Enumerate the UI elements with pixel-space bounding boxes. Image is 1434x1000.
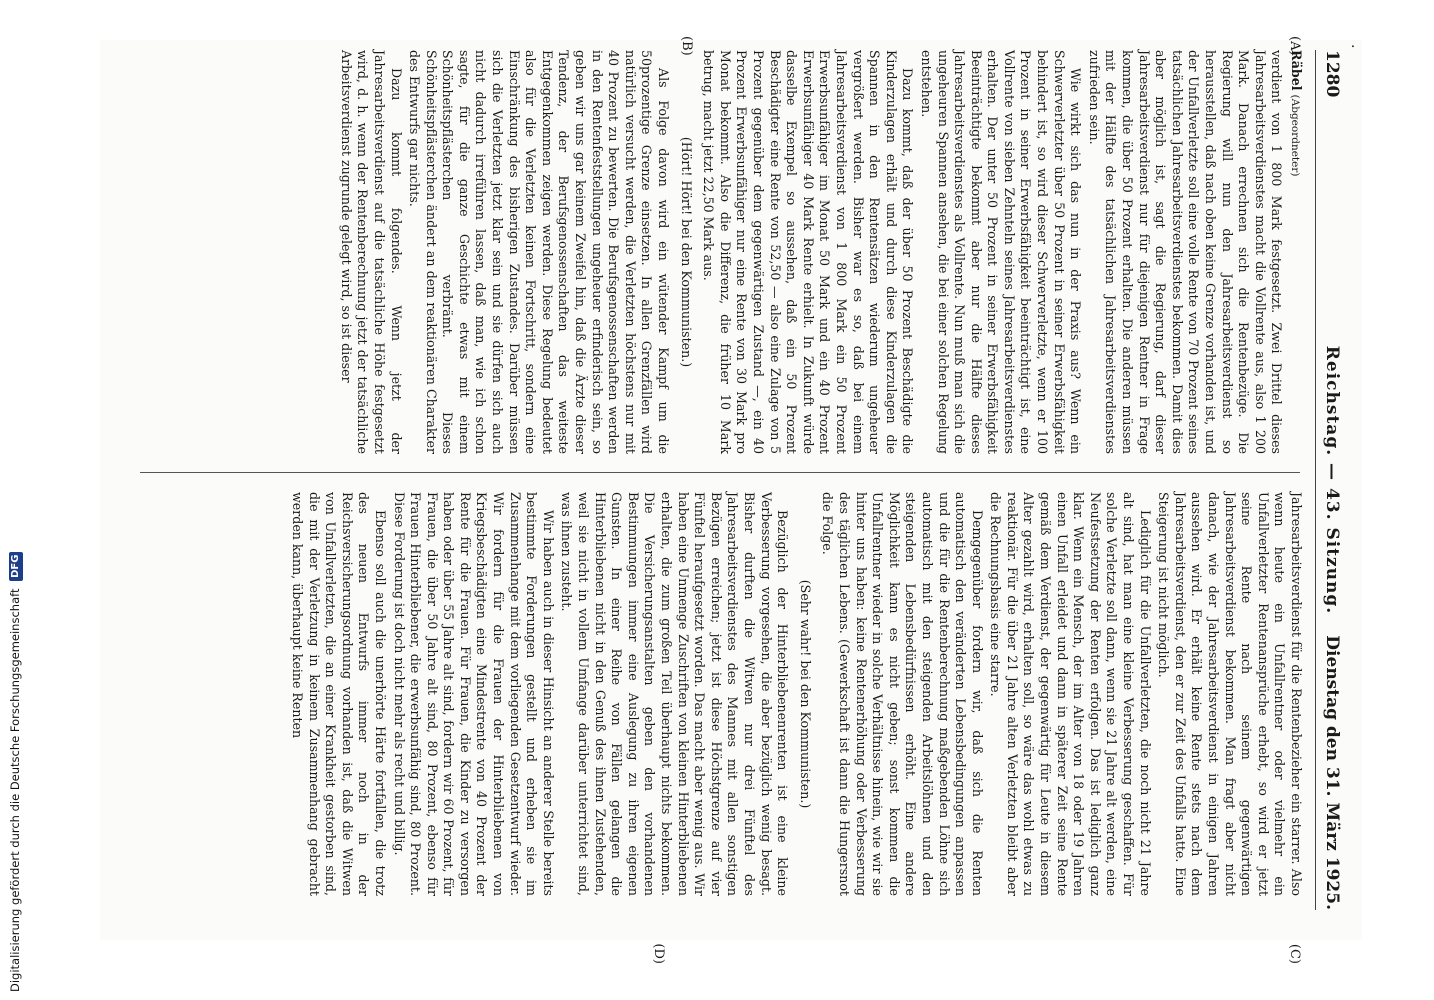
paragraph: Ebenso soll auch die unerhörte Härte fortfallen, die trotz des neuen Entwurfs immer noch in der Reichsversicherungsordnung vorhanden ist, daß die Witwen von Unfallverletzten, die an einer Krankheit gestorben sind, die mit der Verletzung in keinem Zusammenhang gebracht werden kann, überhaupt keine Renten bbox=[289, 492, 388, 896]
page-header bbox=[1315, 50, 1344, 910]
session-date: Dienstag den 31. März 1925. bbox=[1322, 635, 1342, 910]
column-divider bbox=[140, 472, 1300, 473]
credit-text: Digitalisierung gefördert durch die Deutsche Forschungsgemeinschaft bbox=[8, 588, 22, 992]
page-content bbox=[100, 36, 1362, 964]
paragraph: Jahresarbeitsverdienst für die Rentenbezieher ein starrer. Also wenn heute ein Unfallrentner oder vielmehr ein Unfallverletzter Rentenansprüche erhebt, so wird er jetzt seine Rente nach seinem gegenwärtigen Jahresarbeitsverdienst bekommen. Man fragt aber nicht danach, wie der Jahresarbeitsverdienst in einigen Jahren aussehen wird. Er erhält keine Rente stets nach dem Jahresarbeitsverdienst, den er zur Zeit des Unfalls hatte. Eine Steigerung ist nicht möglich. bbox=[1156, 492, 1304, 896]
margin-letter-b: (B) bbox=[679, 36, 694, 56]
paragraph: Als Folge davon wird ein wütender Kampf um die 50prozentige Grenze einsetzen. In allen Grenzfällen wird natürlich versucht werden, die Verletzten höchstens nur mit 40 Prozent zu bewerten. Die Berufsgenossenschaften werden in den Rentenfeststellungen ungeheuer erfinderisch sein, so geben wir uns gar keinem Zweifel hin, daß die Ärzte dieser Tendenz, der Berufsgenossenschaften das weiteste Entgegenkommen zeigen werden. Diese Regelung bedeutet also für die Verletzten keinen Fortschritt, sondern eine Einschränkung des bisherigen Zustandes. Darüber müssen sich die Verletzten jetzt klar sein und sie dürfen sich auch nicht dadurch irreführen lassen, daß man, wie ich schon sagte, für die ganze Geschichte etwas mit einem Schönheitspflästerchen verbrämt. Dieses Schönheitspflästerchen ändert an dem reaktionären Charakter des Entwurfs gar nichts. bbox=[407, 50, 672, 454]
margin-letter-a: (A) bbox=[1287, 36, 1302, 56]
margin-letter-d: (D) bbox=[651, 943, 666, 964]
scan-dot: · bbox=[1344, 44, 1360, 49]
paragraph: Lediglich für die Unfallverletzten, die noch nicht 21 Jahre alt sind, hat man eine kleine Verbesserung geschaffen. Für solche Verletzte soll dann, wenn sie 21 Jahre alt werden, eine Neufestsetzung der Renten erfolgen. Das ist lediglich ganz klar. Wenn ein Mensch, der im Alter von 18 oder 19 Jahren einen Unfall erleidet und dann in späterer Zeit seine Rente gemäß dem Verdienst, der gegenwärtig für Leute in diesem Alter gezahlt wird, erhalten soll, so wäre das wohl etwas zu reaktionär. Für die über 21 Jahre alten Verletzten bleibt aber die Rechnungsbasis eine starre. bbox=[988, 492, 1153, 896]
paragraph: Bezüglich der Hinterbliebenenrenten ist eine kleine Verbesserung vorgesehen, die aber bezüglich wenig besagt. Bisher durften die Witwen nur drei Fünftel des Jahresarbeitsverdienstes des Mannes mit allen sonstigen Bezügen erreichen; jetzt ist diese Höchstgrenze auf vier Fünftel heraufgesetzt worden. Das macht aber wenig aus. Wir haben eine Unmenge Zuschriften von kleinen Hinterbliebenen erhalten, die zum großen Teil überhaupt nichts bekommen. Die Versicherungsanstalten geben den vorhandenen Bestimmungen immer eine Auslegung zu ihren eigenen Gunsten. In einer Reihe von Fällen gelangen die Hinterbliebenen nicht in den Genuß des ihnen Zustehenden, weil sie nicht in vollem Umfange darüber unterrichtet sind, was ihnen zusteht. bbox=[559, 492, 791, 896]
paragraph: Demgegenüber fordern wir, daß sich die Renten automatisch den veränderten Lebensbedingungen anpassen und die für die Rentenberechnung maßgebenden Löhne sich automatisch mit den steigenden Arbeitslöhnen und den steigenden Lebensbedürfnissen erhöht. Eine andere Möglichkeit kann es nicht geben; sonst kommen die Unfallrentner wieder in solche Verhältnisse hinein, wie wir sie hinter uns haben: keine Rentenerhöhung oder Verbesserung des täglichen Lebens. (Gewerkschaft ist dann die Hungersnot die Folge. bbox=[820, 492, 985, 896]
session-title: Reichstag. — 43. Sitzung. bbox=[1322, 345, 1342, 615]
paragraph: Dazu kommt folgendes. Wenn jetzt der Jahresarbeitsverdienst auf die tatsächliche Höhe festgesetzt wird, d. h. wenn der Rentenberechnung jetzt der tatsächliche Arbeitsverdienst zugrunde gelegt wird, so ist dieser bbox=[338, 50, 404, 454]
paragraph: Wie wirkt sich das nun in der Praxis aus? Wenn ein Schwerverletzter über 50 Prozent in seiner Erwerbsfähigkeit behindert ist, so wird dieser Schwerverletzte, wenn er 100 Prozent in seiner Erwerbsfähigkeit beeinträchtigt ist, eine Vollrente von sieben Zehnteln seines Jahresarbeitsverdienstes erhalten. Der unter 50 Prozent in seiner Erwerbsfähigkeit Beeinträchtigte bekommt aber nur die Hälfte dieses Jahresarbeitsverdienstes als Vollrente. Nun muß man sich die ungeheuren Spannen ansehen, die bei einer solchen Regelung entstehen. bbox=[918, 50, 1084, 454]
margin-letter-c: (C) bbox=[1287, 943, 1302, 964]
interjection: (Hört! Hört! bei den Kommunisten.) bbox=[678, 136, 694, 368]
paragraph: Dazu kommt, daß der über 50 Prozent Beschädigte die Kinderzulagen erhält und durch diese Kinderzulagen die Spannen in den Rentensätzen wiederum ungeheuer vergrößert werden. Bisher war es so, daß bei einem Jahresarbeitsverdienst von 1 800 Mark ein 50 Prozent Erwerbsunfähiger im Monat 50 Mark und ein 40 Prozent Erwerbsunfähiger 40 Mark Rente erhielt. In Zukunft würde dasselbe Exempel so aussehen, daß ein 50 Prozent Beschädigter eine Rente von 52,50 — also eine Zulage von 5 Prozent gegenüber dem gegenwärtigen Zustand —, ein 40 Prozent Erwerbsunfähiger nur eine Rente von 30 Mark pro Monat bekommt. Also die Differenz, die früher 10 Mark betrug, macht jetzt 22,50 Mark aus. bbox=[701, 50, 916, 454]
digitization-credit bbox=[0, 0, 30, 1000]
page-number: 1280 bbox=[1322, 50, 1342, 98]
speaker-name: Räbel bbox=[1289, 50, 1304, 91]
scanned-page bbox=[100, 36, 1362, 964]
speaker-role: (Abgeordneter) bbox=[1289, 94, 1301, 177]
left-column bbox=[122, 50, 1304, 454]
right-column bbox=[122, 492, 1304, 896]
paragraph: Wir haben auch in dieser Hinsicht an anderer Stelle bereits bestimmte Forderungen gestellt und erheben sie im Zusammenhange mit dem vorliegenden Gesetzentwurf wieder. Wir fordern für die Frauen der Hinterbliebenen von Kriegsbeschädigten eine Mindestrente von 40 Prozent der Rente für die Frauen. Für Frauen, die Kinder zu versorgen haben oder über 55 Jahre alt sind, fordern wir 60 Prozent, für Frauen, die über 50 Jahre alt sind, 80 Prozent, ebenso für Frauen Hinterbliebener, die erwerbsunfähig sind, 80 Prozent. Diese Forderung ist doch nicht mehr als recht und billig. bbox=[391, 492, 556, 896]
speaker-line bbox=[1286, 50, 1304, 454]
interjection: (Sehr wahr! bei den Kommunisten.) bbox=[797, 579, 813, 809]
paragraph: verdient von 1 800 Mark festgesetzt. Zwei Drittel dieses Jahresarbeitsverdienstes macht die Vollrente aus, also 1 200 Mark. Danach errechnen sich die Rentenbezüge. Die Regierung will nun den Jahresarbeitsverdienst so herausstellen, daß nach oben keine Grenze vorhanden ist, und der Unfallverletzte soll eine volle Rente von 70 Prozent seines tatsächlichen Jahresarbeitsverdienstes bekommen. Damit dies aber möglich ist, sagt die Regierung, darf dieser Jahresarbeitsverdienst nur für diejenigen Rentner in Frage kommen, die über 50 Prozent erhalten. Die anderen müssen mit der Hälfte des tatsächlichen Jahresarbeitsverdienstes zufrieden sein. bbox=[1086, 50, 1285, 454]
dfg-logo: DFG bbox=[9, 552, 23, 581]
